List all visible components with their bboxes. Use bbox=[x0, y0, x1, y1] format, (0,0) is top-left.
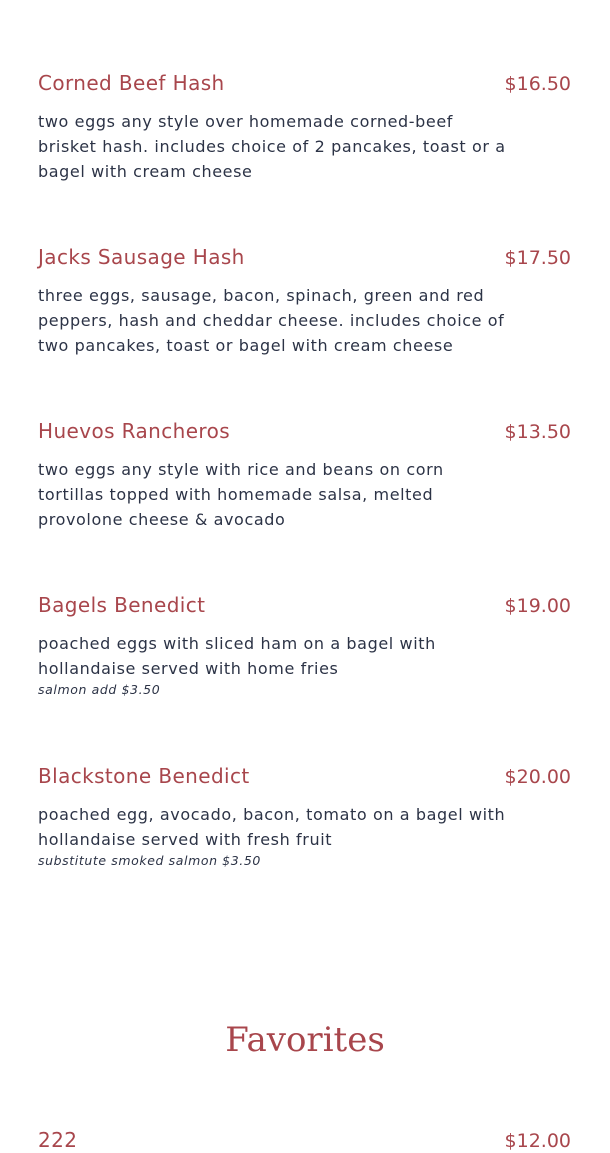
menu-item-price: $20.00 bbox=[504, 766, 571, 788]
menu-item-name: Corned Beef Hash bbox=[38, 71, 225, 95]
menu-item-name: 222 bbox=[38, 1128, 78, 1152]
menu-item-addon-note: salmon add $3.50 bbox=[38, 682, 161, 697]
menu-item-222 bbox=[38, 1128, 571, 1153]
menu-item-description: poached egg, avocado, bacon, tomato on a bagel with hollandaise served with fresh fruit bbox=[38, 805, 506, 849]
section-heading-cut-off bbox=[0, 0, 610, 4]
menu-item-bagels-benedict bbox=[38, 593, 571, 699]
menu-item-header bbox=[38, 245, 571, 270]
menu-item-description: two eggs any style with rice and beans on corn tortillas topped with homemade salsa, melted provolone cheese & avocado bbox=[38, 460, 444, 529]
menu-item-name: Jacks Sausage Hash bbox=[38, 245, 245, 269]
menu-item-price: $17.50 bbox=[504, 247, 571, 269]
menu-item-description: three eggs, sausage, bacon, spinach, green and red peppers, hash and cheddar cheese. includes choice of two pancakes, toast or bagel with cream cheese bbox=[38, 286, 505, 355]
menu-item-header bbox=[38, 419, 571, 444]
menu-item-price: $19.00 bbox=[504, 595, 571, 617]
menu-item-price: $13.50 bbox=[504, 421, 571, 443]
menu-item-description: poached eggs with sliced ham on a bagel with hollandaise served with home fries bbox=[38, 634, 436, 678]
menu-item-header bbox=[38, 1128, 571, 1153]
menu-item-header bbox=[38, 764, 571, 789]
menu-item-corned-beef-hash bbox=[38, 71, 571, 184]
section-title-favorites: Favorites bbox=[225, 1020, 385, 1060]
menu-item-blackstone-benedict bbox=[38, 764, 571, 870]
menu-item-price: $12.00 bbox=[504, 1130, 571, 1152]
menu-item-price: $16.50 bbox=[504, 73, 571, 95]
menu-item-addon-note: substitute smoked salmon $3.50 bbox=[38, 853, 261, 868]
menu-item-name: Blackstone Benedict bbox=[38, 764, 250, 788]
menu-item-jacks-sausage-hash bbox=[38, 245, 571, 358]
menu-item-name: Bagels Benedict bbox=[38, 593, 206, 617]
menu-item-description: two eggs any style over homemade corned-beef brisket hash. includes choice of 2 pancakes, toast or a bagel with cream cheese bbox=[38, 112, 506, 181]
menu-item-header bbox=[38, 593, 571, 618]
menu-item-header bbox=[38, 71, 571, 96]
menu-item-name: Huevos Rancheros bbox=[38, 419, 231, 443]
menu-item-huevos-rancheros bbox=[38, 419, 571, 532]
